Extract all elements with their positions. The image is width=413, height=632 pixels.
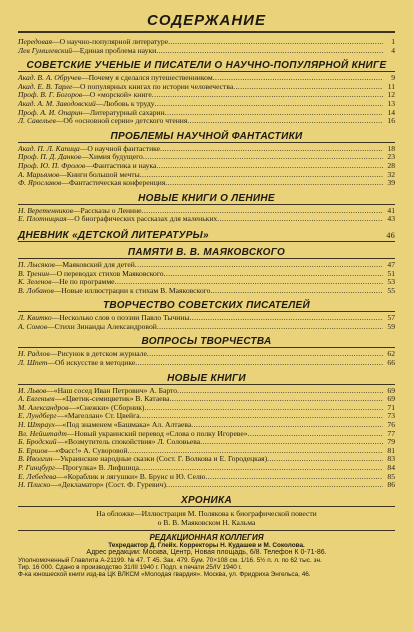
cover-note-line: о В. В. Маяковском Н. Кальма <box>157 517 256 527</box>
dot-leader <box>142 207 383 216</box>
dot-leader <box>169 395 383 404</box>
section-heading <box>0 373 413 384</box>
dot-leader <box>205 473 383 482</box>
dot-leader <box>217 215 383 224</box>
toc-entry <box>18 455 395 464</box>
entry-page-number: 23 <box>387 152 395 162</box>
entry-author: В. Лобанов <box>18 285 54 295</box>
section-rule <box>18 142 395 143</box>
dot-leader <box>140 171 383 180</box>
entry-title: —О «морской» книге <box>82 91 152 100</box>
entry-title: —«Возмутитель спокойствия» Л. Соловьева <box>56 438 201 447</box>
section-heading <box>0 131 413 142</box>
entry-page-number: 39 <box>387 178 395 188</box>
toc-entry <box>18 464 395 473</box>
entry-title: —«Кораблик и лягушки» В. Брунс и Ю. Селю <box>56 472 206 481</box>
entry-author: Акад. В. А. Обручев <box>18 73 81 83</box>
imprint-line: Ф-ка юношеской книги изд-ва ЦК ВЛКСМ «Молодая гвардия». Москва, ул. Фридриха Энгельса, 46. <box>18 571 311 579</box>
dot-leader <box>143 153 383 162</box>
entry-page-number: 47 <box>387 259 395 269</box>
dot-leader <box>135 261 383 270</box>
imprint-line: Тир. 16 000. Сдано в производство 31/III 1940 г. Подп. к печати 25/IV 1940 г. <box>18 564 242 571</box>
cover-note <box>18 509 395 527</box>
entry-page-number: 16 <box>387 116 395 126</box>
section-heading <box>0 193 413 204</box>
section-rule <box>18 384 395 385</box>
entry-title: —Химия будущего <box>80 153 143 162</box>
dot-leader <box>152 91 383 100</box>
toc-entry <box>18 117 395 126</box>
toc-entry <box>18 314 395 323</box>
section-heading-text: ХРОНИКА <box>180 494 232 506</box>
dot-leader <box>210 287 383 296</box>
cover-note-line: На обложке—Иллюстрация М. Полякова к биографической повести <box>96 508 317 518</box>
entry-author: Вл. Нейштадт <box>18 428 67 438</box>
entry-list <box>18 350 395 367</box>
section-heading-text: ПРОБЛЕМЫ НАУЧНОЙ ФАНТАСТИКИ <box>110 130 303 142</box>
entry-page-number: 86 <box>387 480 395 490</box>
section-heading <box>0 60 413 71</box>
entry-title: —«Наш сосед Иван Петрович» А. Барто <box>46 386 178 395</box>
entry-page-number: 77 <box>387 428 395 438</box>
contents-sections <box>0 35 413 507</box>
toc-entry <box>18 481 395 490</box>
dot-leader <box>165 109 383 118</box>
section-heading <box>18 230 395 241</box>
entry-page-number: 83 <box>387 454 395 464</box>
entry-author: Е. Лебедева <box>18 471 57 481</box>
toc-entry <box>18 278 395 287</box>
dot-leader <box>190 314 384 323</box>
entry-title: —О биографических рассказах для маленьких <box>66 215 218 224</box>
toc-entry <box>18 38 395 47</box>
section-rule <box>18 204 395 205</box>
toc-entry <box>18 171 395 180</box>
entry-author: К. Зеленов <box>18 277 52 287</box>
entry-author: А. Евгеньев <box>18 394 55 404</box>
imprint-rule <box>18 530 395 531</box>
entry-title: —Несколько слов о поэзии Павло Тычины <box>51 314 190 323</box>
entry-author: Л. Квитко <box>18 313 52 323</box>
toc-entry <box>18 438 395 447</box>
entry-author: Акад. П. Л. Капица <box>18 143 80 153</box>
entry-author: Проф. Ю. П. Фролов <box>18 160 86 170</box>
dot-leader <box>160 145 383 154</box>
entry-page-number: 43 <box>387 214 395 224</box>
dot-leader <box>157 323 383 332</box>
entry-author: И. Львов <box>18 385 47 395</box>
entry-author: А. Марьямов <box>18 169 60 179</box>
toc-entry <box>18 74 395 83</box>
dot-leader <box>139 464 383 473</box>
entry-list <box>18 314 395 331</box>
section-heading <box>0 495 413 506</box>
entry-title: —О научной фантастике <box>79 144 161 153</box>
dot-leader <box>164 270 383 279</box>
dot-leader <box>156 47 383 56</box>
dot-leader <box>156 162 383 171</box>
entry-page-number: 12 <box>387 90 395 100</box>
entry-author: Н. Веретенников <box>18 205 73 215</box>
toc-entry <box>18 359 395 368</box>
imprint-line: Уполномоченный Главлита А-21199. № 47. Т 45. Зак. 479. Бум. 70×108 см. 1/16. 5½ п. л. по 62 тыс. зн. <box>18 556 322 564</box>
toc-entry <box>18 412 395 421</box>
section-heading <box>0 336 413 347</box>
toc-entry <box>18 430 395 439</box>
entry-list <box>18 74 395 126</box>
entry-title: —«Фасс!» А. Суворовой <box>47 446 128 455</box>
toc-entry <box>18 261 395 270</box>
entry-page-number: 69 <box>387 394 395 404</box>
entry-author: Проф. В. Г. Богоров <box>18 90 83 100</box>
entry-page-number: 84 <box>387 463 395 472</box>
entry-author: Е. Лундберг <box>18 411 57 421</box>
dot-leader <box>165 179 383 188</box>
section-rule <box>18 506 395 507</box>
toc-entry <box>18 109 395 118</box>
entry-title: —Новый украинский перевод «Слова о полку Игореве» <box>66 429 248 438</box>
section-heading-text: НОВЫЕ КНИГИ О ЛЕНИНЕ <box>138 192 275 204</box>
toc-entry <box>18 387 395 396</box>
section-rule <box>18 258 395 259</box>
entry-title: —Почему я сделался путешественником <box>80 74 213 83</box>
dot-leader <box>233 83 383 92</box>
entry-page-number: 28 <box>387 160 395 170</box>
entry-page-number: 9 <box>391 73 395 83</box>
section-heading <box>0 247 413 258</box>
entry-title: —«Под знаменем «Башмака» Ал. Алтаева <box>54 421 192 430</box>
entry-author: Н. Радлов <box>18 349 50 359</box>
dot-leader <box>248 430 383 439</box>
entry-author: Е. Плотницкая <box>18 214 67 224</box>
entry-title: —Маяковский для детей <box>54 260 135 269</box>
entry-page-number: 69 <box>387 385 395 395</box>
entry-title: —Фантастическая конференция <box>61 179 166 188</box>
entry-page-number: 53 <box>387 277 395 287</box>
section-heading-text: СОВЕТСКИЕ УЧЕНЫЕ И ПИСАТЕЛИ О НАУЧНО-ПОПУЛЯРНОЙ КНИГЕ <box>26 60 387 72</box>
page-title: СОДЕРЖАНИЕ <box>147 12 266 29</box>
entry-list <box>18 38 395 55</box>
entry-page-number: 73 <box>387 411 395 421</box>
entry-page-number: 14 <box>387 107 395 117</box>
entry-page-number: 55 <box>387 285 395 295</box>
entry-title: —Единая проблема науки <box>72 46 157 55</box>
entry-list <box>18 261 395 295</box>
entry-page-number: 66 <box>387 358 395 368</box>
toc-entry <box>18 395 395 404</box>
entry-list <box>18 145 395 188</box>
toc-entry <box>18 323 395 332</box>
imprint <box>18 533 395 579</box>
entry-title: —Книги большой мечты <box>59 170 140 179</box>
entry-title: —Стихи Зинаиды Александровой <box>47 322 157 331</box>
entry-list <box>18 207 395 224</box>
section-heading-text: ТВОРЧЕСТВО СОВЕТСКИХ ПИСАТЕЛЕЙ <box>103 300 310 312</box>
entry-title: —О научно-популярной литературе <box>52 38 169 46</box>
entry-author: В. Тренин <box>18 268 49 278</box>
entry-author: М. Александров <box>18 402 69 412</box>
dot-leader <box>177 387 383 396</box>
dot-leader <box>135 359 383 368</box>
entry-author: Р. Гинцбург <box>18 463 55 472</box>
entry-page-number: 76 <box>387 420 395 430</box>
entry-page-number: 59 <box>387 321 395 331</box>
entry-title: —«Декламатор» (Сост. Ф. Гуревич) <box>50 481 166 490</box>
entry-title: —Об искусстве в методике <box>47 359 136 368</box>
section-rule <box>18 311 395 312</box>
entry-author: Л. Шпет <box>18 358 48 368</box>
toc-entry <box>18 447 395 456</box>
entry-title: —Об «основной серии» детского чтения <box>55 117 188 126</box>
dot-leader <box>140 412 383 421</box>
toc-entry <box>18 215 395 224</box>
dot-leader <box>144 404 383 413</box>
toc-entry <box>18 473 395 482</box>
entry-title: —Не по программе <box>51 278 115 287</box>
entry-author: В. Иволгин <box>18 454 53 464</box>
dot-leader <box>187 117 383 126</box>
toc-entry <box>18 207 395 216</box>
toc-entry <box>18 404 395 413</box>
entry-page-number: 85 <box>387 471 395 481</box>
entry-title: —О переводах стихов Маяковского <box>48 269 164 278</box>
entry-title: —Рассказы о Ленине <box>72 206 142 215</box>
entry-author: Л. Савельев <box>18 116 56 126</box>
section-heading-text: НОВЫЕ КНИГИ <box>167 372 246 384</box>
section-rule <box>18 71 395 72</box>
entry-title: —Прогулка» В. Лифшица <box>54 464 139 472</box>
entry-author: Передовая <box>18 37 53 46</box>
section-rule <box>18 347 395 348</box>
dot-leader <box>115 278 383 287</box>
entry-page-number: 1 <box>391 37 395 46</box>
entry-author: Б. Бродский <box>18 437 57 447</box>
entry-page-number: 32 <box>387 169 395 179</box>
entry-author: Лев Гумилевский <box>18 45 73 55</box>
entry-page-number: 4 <box>391 45 395 55</box>
section-heading-text: ВОПРОСЫ ТВОРЧЕСТВА <box>141 336 272 348</box>
entry-author: Б. Ершов <box>18 445 48 455</box>
toc-entry <box>18 350 395 359</box>
entry-title: —Фантастика и наука <box>85 161 157 170</box>
toc-entry <box>18 47 395 56</box>
entry-page-number: 18 <box>387 143 395 153</box>
section-heading <box>0 300 413 311</box>
entry-title: —О популярных книгах по истории человечества <box>72 82 234 91</box>
dot-leader <box>267 455 383 464</box>
toc-entry <box>18 162 395 171</box>
entry-title: —Литературный сахарин <box>82 108 165 117</box>
entry-title: —Рисунок в детском журнале <box>49 350 147 359</box>
entry-title: —Украинские народные сказки (Сост. Г. Волкова и Е. Городецкая) <box>52 455 268 464</box>
section-heading-text: ДНЕВНИК «ДЕТСКОЙ ЛИТЕРАТУРЫ» <box>18 229 209 241</box>
dot-leader <box>200 438 383 447</box>
editors-line: Техредактор Д. Глейх. Корректоры Н. Кудашев и М. Соколова. <box>108 541 305 549</box>
section-rule <box>18 241 395 242</box>
entry-author: Акад. Е. В. Тарле <box>18 81 73 91</box>
entry-page-number: 11 <box>387 81 395 91</box>
dot-leader <box>147 350 383 359</box>
dot-leader <box>128 447 383 456</box>
entry-page-number: 79 <box>387 437 395 447</box>
entry-page-number: 41 <box>387 205 395 215</box>
entry-author: Н. Штраух <box>18 420 55 430</box>
entry-title: —«Цветик-семицветик» В. Катаева <box>54 395 170 404</box>
entry-title: —Любовь к труду <box>95 99 155 108</box>
entry-author: Н. Плиско <box>18 480 51 490</box>
toc-entry <box>18 287 395 296</box>
dot-leader <box>166 481 383 490</box>
toc-entry <box>18 270 395 279</box>
entry-title: —Новые иллюстрации к стихам В. Маяковского <box>53 286 211 295</box>
entry-author: Акад. А. М. Заводовский <box>18 98 96 108</box>
entry-author: П. Лысяков <box>18 259 55 269</box>
dot-leader <box>213 74 383 83</box>
entry-page-number: 13 <box>387 98 395 108</box>
section-page-number: 46 <box>386 230 395 240</box>
dot-leader <box>168 38 383 47</box>
dot-leader <box>155 100 384 109</box>
dot-leader <box>191 421 383 430</box>
entry-list <box>18 387 395 490</box>
editorial-board: РЕДАКЦИОННАЯ КОЛЛЕГИЯ <box>149 532 264 542</box>
toc-entry <box>18 421 395 430</box>
entry-author: Проф. П. Д. Данков <box>18 152 81 162</box>
toc-entry <box>18 179 395 188</box>
entry-page-number: 81 <box>387 445 395 455</box>
entry-author: Ф. Ярославов <box>18 178 62 188</box>
entry-page-number: 62 <box>387 349 395 359</box>
entry-author: А. Сомов <box>18 321 47 331</box>
title-rule <box>18 31 395 33</box>
entry-page-number: 71 <box>387 402 395 412</box>
section-heading-text: ПАМЯТИ В. В. МАЯКОВСКОГО <box>127 246 286 258</box>
address-line: Адрес редакции: Москва, Центр, Новая площадь, 6/8. Телефон К 0-71-86. <box>86 549 327 557</box>
entry-author: Проф. А. И. Опарин <box>18 107 83 117</box>
entry-page-number: 57 <box>387 313 395 323</box>
entry-title: —«Магеллан» Ст. Цвейга <box>56 412 140 421</box>
entry-title: —«Снежки» (Сборник) <box>68 403 145 412</box>
entry-page-number: 51 <box>387 268 395 278</box>
